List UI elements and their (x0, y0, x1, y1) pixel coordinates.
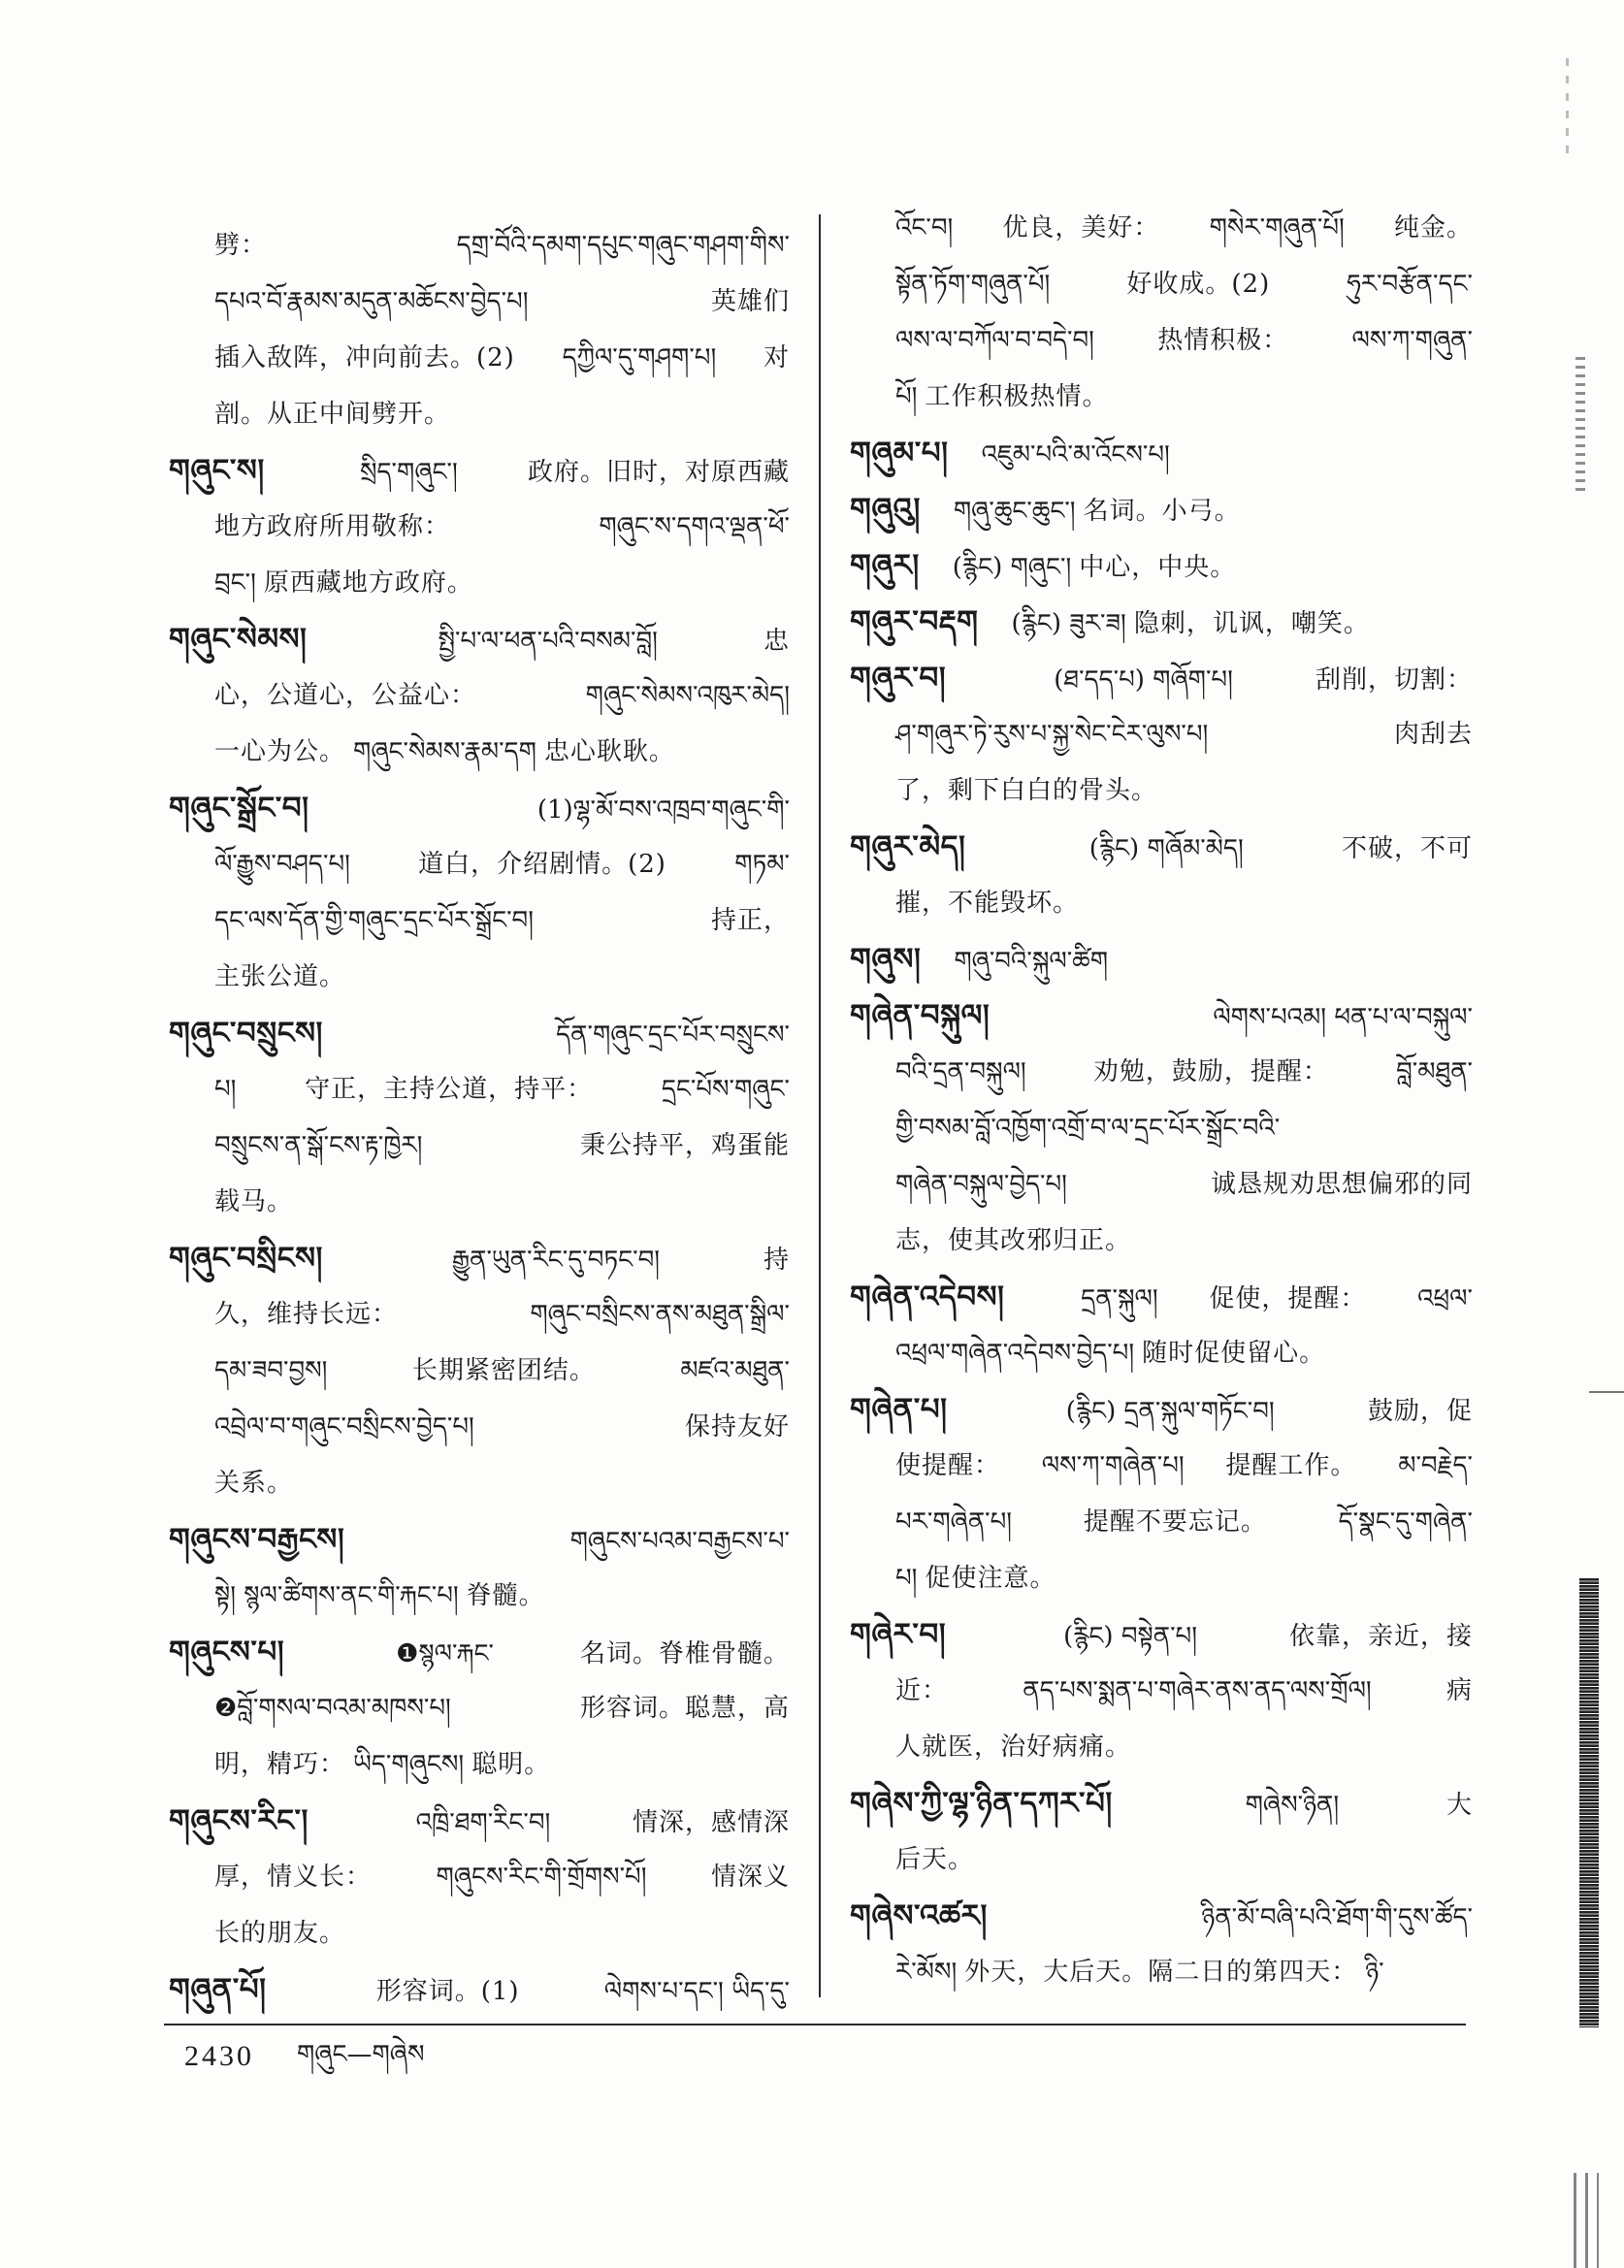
chinese-text: 明，精巧： (214, 1750, 346, 1779)
tibetan-text: ལོ་རྒྱུས་བཤད་པ། (214, 850, 350, 879)
chinese-text: 地方政府所用敬称： (214, 512, 451, 541)
chinese-text: 中心，中央。 (1079, 553, 1237, 582)
tibetan-text: རེ་མོས། (895, 1958, 958, 1987)
left-column (169, 217, 790, 2022)
tibetan-text: སྲིད་གཞུང་། (359, 458, 458, 487)
entry-line (850, 1269, 1473, 1325)
entry-line (850, 1775, 1473, 1831)
chinese-text: 后天。 (895, 1845, 975, 1874)
chinese-text: 原西藏地方政府。 (263, 568, 473, 598)
tibetan-text: འཁྲི་ཐག་རིང་བ། (415, 1808, 551, 1837)
chinese-text: 情深义 (710, 1863, 790, 1892)
tibetan-text: གཞུངས་པའམ་བརྒྱངས་པ་ (569, 1527, 790, 1556)
tibetan-text: དམ་ཟབ་བྱས། (214, 1356, 328, 1385)
right-column (850, 200, 1473, 2004)
chinese-text: 道白，介绍剧情。(2) (418, 850, 666, 879)
chinese-text: 工作积极热情。 (925, 382, 1109, 411)
chinese-text: 剖。从正中间劈开。 (214, 400, 451, 429)
page-number: 2430 (184, 2040, 254, 2072)
entry-line (169, 499, 790, 555)
dictionary-entry (850, 425, 1473, 481)
headword: གཞུན་པོ། (169, 1972, 267, 2007)
dictionary-entry (850, 1775, 1473, 1888)
tibetan-text: འཕྲལ་གཞེན་འདེབས་བྱེད་པ། (895, 1339, 1135, 1368)
entry-line (850, 988, 1473, 1044)
entry-line (850, 1719, 1473, 1775)
chinese-text: 不破，不可 (1341, 834, 1473, 863)
chinese-text: 形容词。聪慧，高 (579, 1694, 790, 1723)
chinese-text: 病 (1445, 1676, 1473, 1705)
tibetan-text: གསེར་གཞུན་པོ། (1209, 213, 1345, 243)
tibetan-text: གཞུང་བསྲིངས་ནས་མཐུན་སྒྲིལ་ (530, 1300, 790, 1329)
entry-line (850, 594, 1473, 650)
headword: གཞུང་སེམས། (169, 622, 308, 657)
tibetan-text: དང་ལས་དོན་གྱི་གཞུང་དྲང་པོར་སྒྲོང་བ། (214, 906, 534, 935)
tibetan-text: པ། (214, 1075, 237, 1104)
chinese-text: 对 (763, 343, 790, 373)
chinese-text: 形容词。(1) (375, 1977, 520, 2006)
headword: གཞུང་བསྲིངས། (169, 1241, 323, 1276)
tibetan-text: ❷བློ་གསལ་བའམ་མཁས་པ། (214, 1694, 451, 1723)
dictionary-entry (850, 931, 1473, 988)
entry-line (169, 1005, 790, 1061)
dictionary-entry (169, 1793, 790, 1961)
footer-rule (164, 2024, 1466, 2025)
chinese-text: 主张公道。 (214, 962, 346, 991)
headword: གཞུངས་པ། (169, 1635, 285, 1669)
tibetan-text: དཀྱིལ་དུ་གཤག་པ། (562, 343, 717, 373)
dictionary-entry (169, 1961, 790, 2018)
tibetan-text: མ་བརྗེད་ (1398, 1451, 1473, 1480)
chinese-text: 名词。小弓。 (1083, 497, 1241, 526)
entry-line (850, 1606, 1473, 1663)
tibetan-text: (རྙིང) དྲན་སྐུལ་གཏོང་བ། (1065, 1397, 1275, 1426)
tibetan-text: འོང་བ། (895, 213, 954, 243)
chinese-text: 依靠，亲近，接 (1288, 1622, 1473, 1651)
tibetan-text: སྤྱི་པ་ལ་ཕན་པའི་བསམ་བློ། (438, 627, 658, 656)
tibetan-text: པར་གཞེན་པ། (895, 1507, 1013, 1537)
chinese-text: 秉公持平，鸡蛋能 (579, 1131, 790, 1160)
tibetan-text: ལས་ཀ་གཞུན་ (1351, 326, 1473, 355)
entry-line (850, 1663, 1473, 1719)
chinese-text: 名词。脊椎骨髓。 (579, 1639, 790, 1669)
tibetan-text: (རྙིང) ཟུར་ཟ། (1011, 609, 1126, 638)
tibetan-text: ནད་པས་སྨན་པ་གཞེར་ནས་ནད་ལས་གྲོལ། (1023, 1676, 1372, 1705)
chinese-text: 好收成。(2) (1126, 270, 1271, 299)
entry-line (169, 892, 790, 949)
entry-line (169, 1961, 790, 2018)
chinese-text: 隐刺，讥讽，嘲笑。 (1133, 609, 1370, 638)
dictionary-entry (850, 988, 1473, 1269)
tibetan-text: (རྙིང) བསྟེན་པ། (1063, 1622, 1197, 1651)
tibetan-text: བློ་མཐུན་ (1396, 1057, 1473, 1086)
tibetan-text: བའི་དྲན་བསྐུལ། (895, 1057, 1026, 1086)
tibetan-text: (ཐ་དད་པ) གཞོག་པ། (1054, 665, 1233, 695)
entry-line (850, 706, 1473, 762)
tibetan-text: གཞུང་སེམས་རྣམ་དག (353, 737, 536, 766)
entry-line (850, 481, 1473, 537)
chinese-text: 近： (895, 1676, 949, 1705)
entry-line (169, 1230, 790, 1286)
headword: གཞུང་ས། (169, 453, 265, 488)
entry-line (169, 1511, 790, 1568)
tibetan-text: འབྲེལ་བ་གཞུང་བསྲིངས་བྱེད་པ། (214, 1412, 474, 1442)
tibetan-text: དྲན་སྐུལ། (1081, 1284, 1158, 1313)
chinese-text: 纯金。 (1393, 213, 1473, 243)
dictionary-entry (169, 1005, 790, 1230)
tibetan-text: (རྙིང) གཞོམ་མེད། (1088, 834, 1244, 863)
dictionary-entry (850, 650, 1473, 819)
tibetan-text: བསྲུངས་ན་སྒོ་ངས་རྟ་ཁྱེར། (214, 1131, 423, 1160)
entry-line (850, 931, 1473, 988)
tibetan-text: གཞུང་ས་དགའ་ལྡན་ཕོ་ (599, 512, 790, 541)
chinese-text: 随时促使留心。 (1142, 1339, 1326, 1368)
headword: གཞེས་ཀྱི་ལྷ་ཉིན་དཀར་པོ། (850, 1786, 1113, 1821)
dictionary-entry (169, 1511, 790, 1624)
dictionary-entry (850, 1269, 1473, 1381)
chinese-text: 持正， (710, 906, 790, 935)
tibetan-text: དོན་གཞུང་དྲང་པོར་བསྲུངས་ (556, 1021, 790, 1050)
chinese-text: 鼓励，促 (1367, 1397, 1473, 1426)
tibetan-text: (རྙིང) གཞུང་། (952, 553, 1072, 582)
entry-line (169, 274, 790, 330)
headword: གཞུས། (850, 942, 922, 977)
headword: གཞུངས་རིང་། (169, 1803, 309, 1838)
chinese-text: 大 (1445, 1791, 1473, 1820)
entry-line (850, 1550, 1473, 1606)
dictionary-entry (850, 1606, 1473, 1775)
dictionary-entry (169, 780, 790, 1005)
entry-line (850, 819, 1473, 875)
tibetan-text: སྟོན་ཏོག་གཞུན་པོ། (895, 270, 1051, 299)
entry-line (169, 611, 790, 667)
headword: གཞུར་བརྡག (850, 604, 979, 639)
entry-line (850, 1381, 1473, 1438)
headword: གཞུའུ། (850, 492, 921, 527)
entry-line (169, 1061, 790, 1118)
running-head: གཞུང—གཞེས (297, 2040, 425, 2069)
entry-line (169, 442, 790, 499)
tibetan-text: གཞུ་ཆུང་ཆུང་། (953, 497, 1076, 526)
dictionary-entry (169, 217, 790, 442)
scan-edge-mark (1589, 1391, 1624, 1393)
dictionary-entry (850, 1888, 1473, 2000)
entry-line (850, 1888, 1473, 1944)
chinese-text: 聪明。 (471, 1750, 551, 1779)
chinese-text: 载马。 (214, 1187, 294, 1216)
tibetan-text: གཞུ་བའི་སྐུལ་ཚིག (954, 947, 1108, 976)
scan-edge-mark (1575, 357, 1585, 493)
headword: གཞུམ་པ། (850, 436, 949, 470)
entry-line (169, 1849, 790, 1905)
headword: གཞུངས་བརྒྱངས། (169, 1522, 345, 1557)
entry-line (169, 1680, 790, 1736)
dictionary-entry (850, 594, 1473, 650)
tibetan-text: ཧུར་བརྩོན་དང་ (1347, 270, 1473, 299)
chinese-text: 忠 (763, 627, 790, 656)
tibetan-text: དགྲ་བོའི་དམག་དཔུང་གཞུང་གཤག་གིས་ (456, 231, 790, 260)
chinese-text: 持 (763, 1246, 790, 1275)
tibetan-text: པ། (895, 1564, 918, 1593)
tibetan-text: པོ། (895, 382, 918, 411)
entry-line (169, 667, 790, 724)
entry-line (850, 762, 1473, 819)
chinese-text: 保持友好 (684, 1412, 790, 1442)
tibetan-text: དྲང་པོས་གཞུང་ (661, 1075, 790, 1104)
chinese-text: 劈： (214, 231, 268, 260)
column-divider (819, 214, 821, 1997)
tibetan-text: ལས་ཀ་གཞེན་པ། (1041, 1451, 1185, 1480)
entry-line (169, 949, 790, 1005)
entry-line (850, 1831, 1473, 1888)
entry-line (169, 1624, 790, 1680)
entry-line (169, 1286, 790, 1343)
headword: གཞེས་འཚར། (850, 1898, 988, 1933)
chinese-text: 关系。 (214, 1469, 294, 1498)
tibetan-text: གཞུང་སེམས་འཁུར་མེད། (585, 681, 790, 710)
entry-line (850, 1156, 1473, 1213)
tibetan-text: ཤ་གཞུར་ཏེ་རུས་པ་སྐྱ་སེང་ངེར་ལུས་པ། (895, 720, 1209, 749)
entry-line (169, 780, 790, 836)
entry-line (169, 1455, 790, 1511)
chinese-text: 厚，情义长： (214, 1863, 373, 1892)
chinese-text: 久，维持长远： (214, 1300, 399, 1329)
entry-line (850, 650, 1473, 706)
dictionary-entry (850, 1381, 1473, 1606)
chinese-text: 肉刮去 (1393, 720, 1473, 749)
entry-line (850, 312, 1473, 369)
headword: གཞེར་བ། (850, 1617, 947, 1652)
headword: གཞུར་བ། (850, 661, 947, 696)
headword: གཞེན་པ། (850, 1392, 948, 1427)
chinese-text: 情深，感情深 (632, 1808, 790, 1837)
chinese-text: 脊髓。 (466, 1581, 545, 1610)
entry-line (169, 217, 790, 274)
chinese-text: 刮削，切割： (1315, 665, 1473, 695)
headword: གཞུར། (850, 548, 920, 583)
dictionary-entry (850, 537, 1473, 594)
entry-line (169, 724, 790, 780)
entry-line (850, 1213, 1473, 1269)
entry-line (850, 1325, 1473, 1381)
dictionary-entry (169, 442, 790, 611)
tibetan-text: གཞེན་བསྐུལ་བྱེད་པ། (895, 1170, 1067, 1199)
entry-line (169, 330, 790, 386)
chinese-text: 摧，不能毁坏。 (895, 889, 1080, 918)
chinese-text: 优良，美好： (1002, 213, 1160, 243)
entry-line (169, 836, 790, 892)
chinese-text: 提醒不要忘记。 (1083, 1507, 1267, 1537)
entry-line (850, 1944, 1473, 2000)
entry-line (850, 1044, 1473, 1100)
entry-line (850, 200, 1473, 256)
chinese-text: 促使注意。 (925, 1564, 1056, 1593)
headword: གཞུང་སྒྲོང་བ། (169, 791, 309, 826)
chinese-text: 一心为公。 (214, 737, 346, 766)
dictionary-entry (850, 481, 1473, 537)
tibetan-text: ཡིད་གཞུངས། (353, 1750, 465, 1779)
chinese-text: 守正，主持公道，持平： (305, 1075, 594, 1104)
tibetan-text: གཏམ་ (734, 850, 790, 879)
tibetan-text: ❶སྙལ་རྐང་ (396, 1639, 494, 1669)
chinese-text: 长期紧密团结。 (411, 1356, 596, 1385)
chinese-text: 使提醒： (895, 1451, 1001, 1480)
tibetan-text: སྟེ། སྙལ་ཚིགས་ནང་གི་རྐང་པ། (214, 1581, 459, 1610)
chinese-text: 促使，提醒： (1209, 1284, 1367, 1313)
entry-line (850, 537, 1473, 594)
tibetan-text: ལས་ལ་བཀོལ་བ་བདེ་བ། (895, 326, 1094, 355)
tibetan-text: གཞེས་ཉིན། (1245, 1791, 1340, 1820)
tibetan-text: ལེགས་པ་དང་། ཡིད་དུ་ (603, 1977, 790, 2006)
dictionary-entry (169, 1230, 790, 1511)
headword: གཞེན་བསྐུལ། (850, 998, 991, 1033)
tibetan-text: གཞུངས་རིང་གི་གྲོགས་པོ། (436, 1863, 647, 1892)
chinese-text: 诚恳规劝思想偏邪的同 (1210, 1170, 1473, 1199)
tibetan-text: ཉིན་མོ་བཞི་པའི་ཐོག་གི་དུས་ཚོད་ (1201, 1903, 1473, 1932)
entry-line (169, 1343, 790, 1399)
entry-line (169, 1399, 790, 1455)
tibetan-text: གྱི་བསམ་བློ་འཁྱོག་འགྲོ་བ་ལ་དྲང་པོར་སྒྲོང་བའི་ (895, 1114, 1281, 1143)
scan-edge-mark (1574, 2173, 1599, 2268)
tibetan-text: དོ་སྣང་དུ་གཞེན་ (1338, 1507, 1473, 1537)
tibetan-text: རྒྱུན་ཡུན་རིང་དུ་བཏང་བ། (451, 1246, 661, 1275)
entry-line (169, 1174, 790, 1230)
headword: གཞུར་མེད། (850, 829, 966, 864)
headword: གཞེན་འདེབས། (850, 1280, 1005, 1314)
chinese-text: 热情积极： (1157, 326, 1289, 355)
dictionary-entry (169, 1624, 790, 1793)
tibetan-text: འཕྲལ་ (1417, 1284, 1473, 1313)
tibetan-text: འཇུམ་པའི་མ་འོངས་པ། (981, 440, 1170, 470)
headword: གཞུང་བསྲུངས། (169, 1016, 323, 1051)
scan-edge-mark (1566, 58, 1569, 155)
entry-line (169, 555, 790, 611)
entry-line (850, 875, 1473, 931)
chinese-text: 劝勉，鼓励，提醒： (1092, 1057, 1329, 1086)
tibetan-text: ལེགས་པའམ། ཕན་པ་ལ་བསྐུལ་ (1213, 1003, 1473, 1032)
entry-line (850, 425, 1473, 481)
tibetan-text: ཉི་ (1365, 1958, 1384, 1987)
tibetan-text: བྲང་། (214, 568, 256, 598)
tibetan-text: དཔའ་བོ་རྣམས་མདུན་མཆོངས་བྱེད་པ། (214, 287, 529, 316)
entry-line (850, 1438, 1473, 1494)
chinese-text: 志，使其改邪归正。 (895, 1226, 1132, 1255)
scan-edge-mark (1579, 1578, 1599, 2027)
chinese-text: 了，剩下白白的骨头。 (895, 776, 1158, 805)
dictionary-entry (850, 819, 1473, 931)
tibetan-text: མཛའ་མཐུན་ (680, 1356, 790, 1385)
entry-line (850, 256, 1473, 312)
chinese-text: 英雄们 (710, 287, 790, 316)
chinese-text: 政府。旧时，对原西藏 (527, 458, 790, 487)
dictionary-entry (169, 611, 790, 780)
chinese-text: 插入敌阵，冲向前去。(2) (214, 343, 515, 373)
dictionary-entry (850, 200, 1473, 425)
entry-line (169, 1568, 790, 1624)
entry-line (850, 369, 1473, 425)
chinese-text: 人就医，治好病痛。 (895, 1733, 1132, 1762)
entry-line (850, 1100, 1473, 1156)
chinese-text: 外天，大后天。隔二日的第四天： (964, 1958, 1358, 1987)
chinese-text: 心，公道心，公益心： (214, 681, 477, 710)
entry-line (169, 1118, 790, 1174)
entry-line (169, 1793, 790, 1849)
chinese-text: 提醒工作。 (1225, 1451, 1357, 1480)
entry-line (169, 386, 790, 442)
entry-line (850, 1494, 1473, 1550)
entry-line (169, 1905, 790, 1961)
chinese-text: 忠心耿耿。 (543, 737, 675, 766)
tibetan-text: (1)ལྷ་མོ་བས་འཁྲབ་གཞུང་གི་ (536, 795, 790, 825)
entry-line (169, 1736, 790, 1793)
chinese-text: 长的朋友。 (214, 1919, 346, 1948)
